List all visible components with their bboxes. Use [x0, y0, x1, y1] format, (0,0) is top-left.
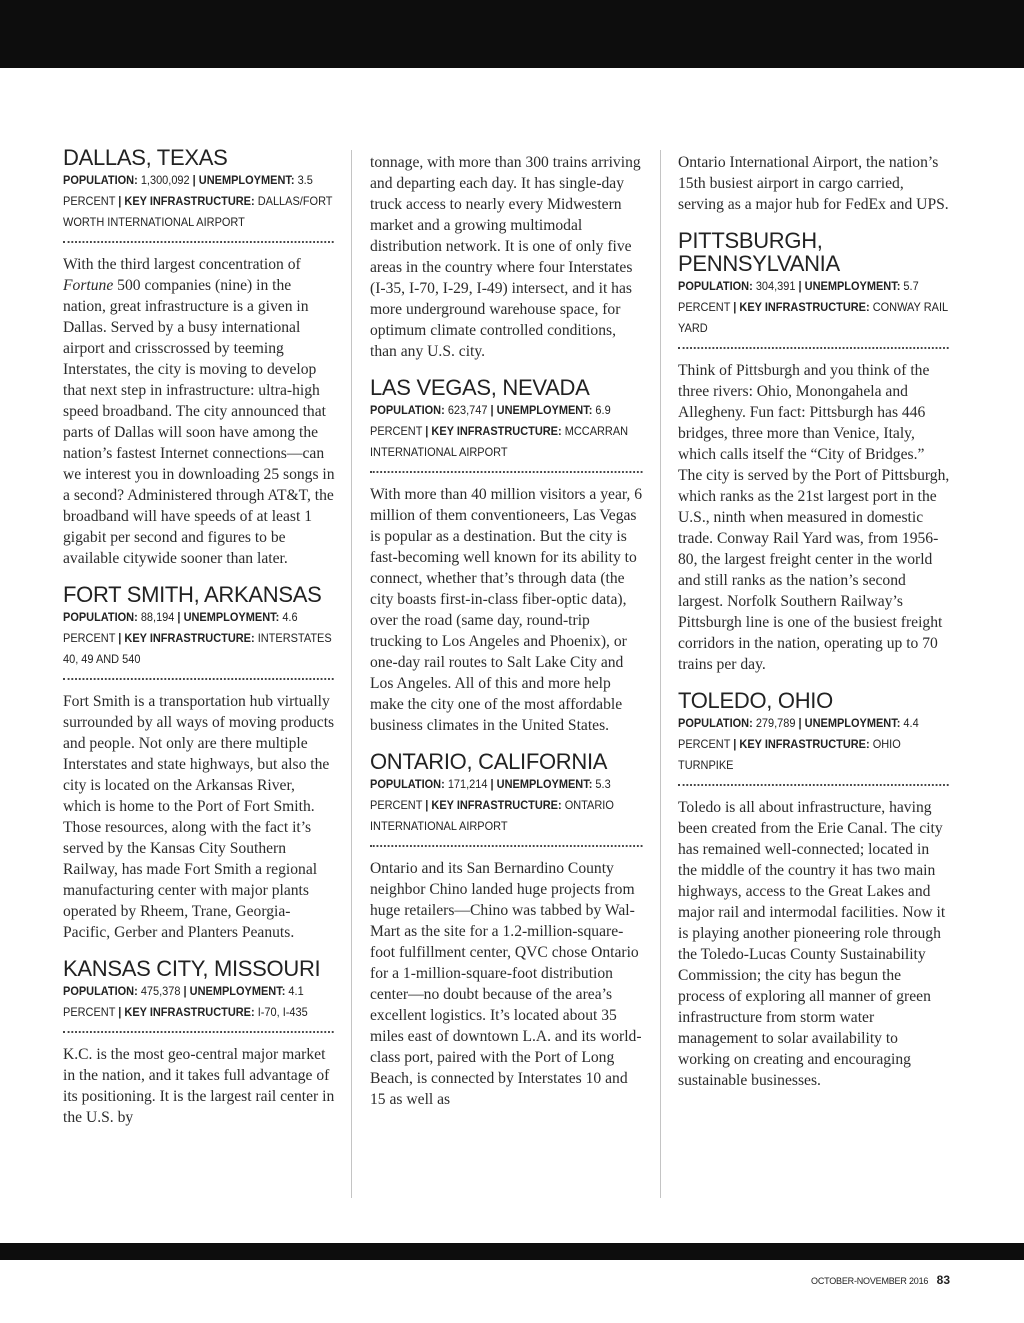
article-body: With more than 40 million visitors a year, 6 million of them conventioneers, Las Vegas is popular as a destination. But the city is fast-becoming well known for its ability to connect, whether that’s through data (the city boasts first-in-class fiber-optic data), over the road (same day, round-trip trucking to Los Angeles and Phoenix), or one-day rail routes to Salt Lake City and Los Angeles. All of this and more help make the city one of the most affordable business climates in the United States.	[370, 486, 643, 734]
article-body: With the third largest concentration of Fortune 500 companies (nine) in the nation, great infrastructure is a given in Dallas. Served by a busy international airport and crisscrossed by teeming Interstates, the city is moving to develop that next step in infrastructure: ultra-high speed broadband. The city announced that parts of Dallas will soon have among the nation’s fastest Internet connections—can we interest you in downloading 25 songs in a second? Administered through AT&T, the broadband will have speeds of at least 1 gigabit per second and figures to be available citywide sooner than later.	[63, 256, 335, 567]
city-heading: ONTARIO, CALIFORNIA	[370, 749, 608, 774]
fortune-italic: Fortune	[63, 277, 114, 294]
article-body: Ontario and its San Bernardino County neighbor Chino landed huge projects from huge retailers—Chino was tabbed by Wal-Mart as the site for a 1.2-million-square-foot fulfillment center, QVC chose Ontario for a 1-million-square-foot distribution center—no doubt because of the area’s excellent logistics. It’s located about 35 miles east of downtown L.A. and its world-class port, paired with the Port of Long Beach, is connected by Interstates 10 and 15 as well as	[370, 860, 642, 1108]
population-label: POPULATION:	[63, 173, 138, 187]
infrastructure-label: KEY INFRASTRUCTURE:	[739, 737, 870, 751]
unemployment-label: UNEMPLOYMENT:	[189, 984, 286, 998]
article-body: Toledo is all about infrastructure, having been created from the Erie Canal. The city has remained well-connected; located in the middle of the country it has two main highways, access to the Great Lakes and major rail and intermodal facilities. Now it is playing another pioneering role through the Toledo-Lucas County Sustainability Commission; the city has begun the process of exploring all manner of green infrastructure from storm water management to solar availability to working on creating and encouraging sustainable businesses.	[678, 799, 946, 1089]
city-stats: POPULATION: 279,789 | UNEMPLOYMENT: 4.4 PERCENT | KEY INFRASTRUCTURE: OHIO TURNPIKE	[678, 713, 949, 786]
unemployment-label: UNEMPLOYMENT:	[496, 403, 593, 417]
population-label: POPULATION:	[370, 403, 445, 417]
unemployment-label: UNEMPLOYMENT:	[496, 777, 593, 791]
page-number: 83	[936, 1273, 950, 1287]
city-stats: POPULATION: 88,194 | UNEMPLOYMENT: 4.6 PERCENT | KEY INFRASTRUCTURE: INTERSTATES 40, 49 AND 540	[63, 607, 334, 680]
infrastructure-value: I-70, I-435	[257, 1005, 308, 1019]
article-kansas-city	[63, 957, 335, 1128]
population-label: POPULATION:	[678, 716, 753, 730]
infrastructure-label: KEY INFRASTRUCTURE:	[431, 424, 562, 438]
infrastructure-value: CONWAY RAIL YARD	[678, 300, 948, 335]
population-value: 623,747	[447, 403, 488, 417]
unemployment-label: UNEMPLOYMENT:	[804, 716, 901, 730]
article-body-continued: Ontario International Airport, the nation’s 15th busiest airport in cargo carried, serving as a major hub for FedEx and UPS.	[678, 154, 949, 213]
city-heading: KANSAS CITY, MISSOURI	[63, 956, 321, 981]
city-stats: POPULATION: 304,391 | UNEMPLOYMENT: 5.7 PERCENT | KEY INFRASTRUCTURE: CONWAY RAIL YARD	[678, 276, 949, 349]
population-value: 171,214	[447, 777, 488, 791]
city-heading: TOLEDO, OHIO	[678, 688, 833, 713]
population-value: 475,378	[140, 984, 181, 998]
top-black-bar	[0, 0, 1024, 68]
infrastructure-value: ONTARIO INTERNATIONAL AIRPORT	[370, 798, 614, 833]
column-2	[370, 146, 644, 1110]
column-divider	[351, 150, 352, 1198]
column-divider	[660, 150, 661, 1198]
article-body: Fort Smith is a transportation hub virtually surrounded by all ways of moving products and people. Not only are there multiple Interstates and state highways, but also the city is located on the Arkansas River, which is home to the Port of Fort Smith. Those resources, along with the fact it’s served by the Kansas City Southern Railway, has made Fort Smith a regional manufacturing center with major plants operated by Rheem, Trane, Georgia-Pacific, Gerber and Planters Peanuts.	[63, 693, 335, 941]
article-toledo	[678, 689, 950, 1091]
city-stats: POPULATION: 171,214 | UNEMPLOYMENT: 5.3 PERCENT | KEY INFRASTRUCTURE: ONTARIO INTERNATIONAL AIRPORT	[370, 774, 643, 847]
unemployment-value: 5.7 PERCENT	[678, 279, 919, 314]
infrastructure-value: MCCARRAN INTERNATIONAL AIRPORT	[370, 424, 629, 459]
city-heading: DALLAS, TEXAS	[63, 145, 228, 170]
unemployment-label: UNEMPLOYMENT:	[183, 610, 280, 624]
city-stats: POPULATION: 475,378 | UNEMPLOYMENT: 4.1 PERCENT | KEY INFRASTRUCTURE: I-70, I-435	[63, 981, 334, 1033]
page-folio	[811, 1271, 950, 1289]
infrastructure-label: KEY INFRASTRUCTURE:	[431, 798, 562, 812]
article-las-vegas	[370, 376, 644, 736]
population-label: POPULATION:	[63, 610, 138, 624]
population-value: 88,194	[140, 610, 175, 624]
article-ontario	[370, 750, 644, 1110]
population-value: 304,391	[755, 279, 796, 293]
unemployment-label: UNEMPLOYMENT:	[198, 173, 295, 187]
population-value: 1,300,092	[140, 173, 190, 187]
unemployment-label: UNEMPLOYMENT:	[804, 279, 901, 293]
infrastructure-value: OHIO TURNPIKE	[678, 737, 901, 772]
population-value: 279,789	[755, 716, 796, 730]
unemployment-value: 3.5 PERCENT	[63, 173, 313, 208]
city-stats: POPULATION: 1,300,092 | UNEMPLOYMENT: 3.5 PERCENT | KEY INFRASTRUCTURE: DALLAS/FORT WORTH INTERNATIONAL AIRPORT	[63, 170, 334, 243]
column-3	[678, 146, 950, 1091]
article-dallas	[63, 146, 335, 569]
population-label: POPULATION:	[370, 777, 445, 791]
column-1	[63, 146, 335, 1128]
unemployment-value: 4.1 PERCENT	[63, 984, 304, 1019]
article-body: K.C. is the most geo-central major market in the nation, and it takes full advantage of its positioning. It is the largest rail center in the U.S. by	[63, 1046, 335, 1126]
infrastructure-label: KEY INFRASTRUCTURE:	[124, 631, 255, 645]
city-heading: PITTSBURGH, PENNSYLVANIA	[678, 228, 840, 276]
article-body: Think of Pittsburgh and you think of the three rivers: Ohio, Monongahela and Allegheny. Fun fact: Pittsburgh has 446 bridges, three more than Venice, Italy, which calls itself the “City of Bridges.” The city is served by the Port of Pittsburgh, which ranks as the 21st largest port in the U.S., ninth when measured in domestic trade. Conway Rail Yard was, from 1956-80, the largest freight center in the world and still ranks as the nation’s second largest. Norfolk Southern Railway’s Pittsburgh line is one of the busiest freight corridors in the nation, operating up to 70 trains per day.	[678, 362, 950, 673]
unemployment-value: 4.4 PERCENT	[678, 716, 919, 751]
infrastructure-label: KEY INFRASTRUCTURE:	[124, 194, 255, 208]
article-fort-smith	[63, 583, 335, 943]
bottom-black-bar	[0, 1243, 1024, 1260]
city-heading: LAS VEGAS, NEVADA	[370, 375, 590, 400]
city-heading: FORT SMITH, ARKANSAS	[63, 582, 322, 607]
city-stats: POPULATION: 623,747 | UNEMPLOYMENT: 6.9 PERCENT | KEY INFRASTRUCTURE: MCCARRAN INTERNATIONAL AIRPORT	[370, 400, 643, 473]
unemployment-value: 6.9 PERCENT	[370, 403, 611, 438]
infrastructure-label: KEY INFRASTRUCTURE:	[739, 300, 870, 314]
issue-date: OCTOBER-NOVEMBER 2016	[811, 1276, 929, 1286]
unemployment-value: 5.3 PERCENT	[370, 777, 611, 812]
population-label: POPULATION:	[63, 984, 138, 998]
article-pittsburgh	[678, 229, 950, 675]
infrastructure-value: DALLAS/FORT WORTH INTERNATIONAL AIRPORT	[63, 194, 333, 229]
article-body-continued: tonnage, with more than 300 trains arriving and departing each day. It has single-day truck access to nearly every Midwestern market and a growing multimodal distribution network. It is one of only five areas in the country where four Interstates (I-35, I-70, I-29, I-49) intersect, and it has more underground warehouse space, for optimum climate controlled conditions, than any U.S. city.	[370, 154, 641, 360]
infrastructure-label: KEY INFRASTRUCTURE:	[124, 1005, 255, 1019]
population-label: POPULATION:	[678, 279, 753, 293]
infrastructure-value: INTERSTATES 40, 49 AND 540	[63, 631, 332, 666]
unemployment-value: 4.6 PERCENT	[63, 610, 298, 645]
